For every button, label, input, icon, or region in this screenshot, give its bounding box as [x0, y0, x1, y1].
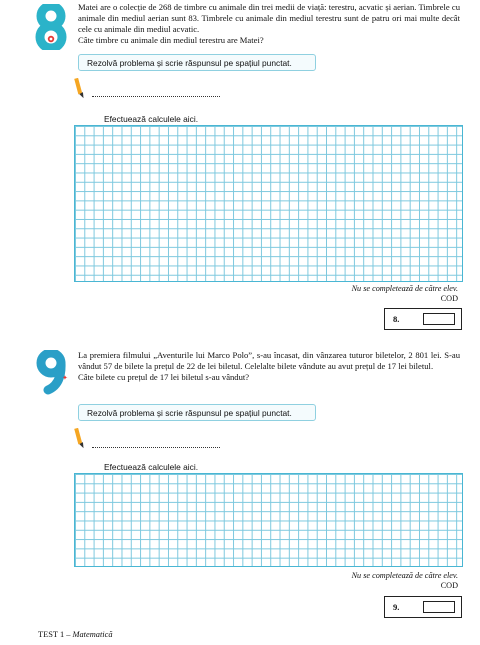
problem-8-note: Nu se completează de către elev. [351, 284, 458, 293]
problem-8-number-badge [34, 4, 68, 50]
problem-8-statement: Matei are o colecție de 268 de timbre cu animale din trei medii de viață: terestru, acvatic și aerian. Timbrele cu animale din mediul aerian sunt 83. Timbrele cu animale din mediul terestru sunt de patru ori mai multe decât cele cu animale din mediul acvatic. [78, 2, 460, 34]
problem-9-number-badge [36, 350, 70, 396]
footer-test-label: TEST 1 – [38, 630, 73, 639]
problem-9-text [78, 350, 460, 383]
problem-8-text [78, 2, 460, 46]
problem-9-code-box [384, 596, 462, 618]
problem-9-calc-grid[interactable] [74, 473, 463, 567]
problem-9-calc-label: Efectuează calculele aici. [104, 462, 199, 472]
footer-subject: Matematică [72, 630, 113, 639]
problem-8-code-field[interactable] [423, 313, 455, 325]
problem-9-instruction: Rezolvă problema și scrie răspunsul pe spațiul punctat. [78, 404, 316, 421]
problem-9-question: Câte bilete cu prețul de 17 lei biletul s-au vândut? [78, 372, 250, 382]
problem-9-code-field[interactable] [423, 601, 455, 613]
pencil-icon [74, 78, 84, 100]
problem-9-code-label: 9. [393, 602, 400, 612]
problem-9-cod-label: COD [440, 581, 458, 590]
svg-text:✦: ✦ [62, 374, 68, 382]
problem-8-answer-line[interactable] [92, 95, 220, 97]
problem-8-question: Câte timbre cu animale din mediul terestru are Matei? [78, 35, 264, 45]
problem-8-cod-label: COD [440, 294, 458, 303]
problem-8-instruction: Rezolvă problema și scrie răspunsul pe spațiul punctat. [78, 54, 316, 71]
footer-test-title [38, 630, 113, 639]
pencil-icon [74, 428, 84, 450]
problem-9-statement: La premiera filmului „Aventurile lui Marco Polo”, s-au încasat, din vânzarea tuturor biletelor, 2 801 lei. S-au vândut 57 de bilete la prețul de 22 de lei biletul. Celelalte bilete vândute au avut prețul de 17 lei biletul. [78, 350, 460, 371]
problem-8-code-box [384, 308, 462, 330]
problem-9-note: Nu se completează de către elev. [351, 571, 458, 580]
problem-9-answer-line[interactable] [92, 446, 220, 448]
problem-8-code-label: 8. [393, 314, 400, 324]
problem-8-calc-grid[interactable] [74, 125, 463, 282]
problem-8-calc-label: Efectuează calculele aici. [104, 114, 199, 124]
